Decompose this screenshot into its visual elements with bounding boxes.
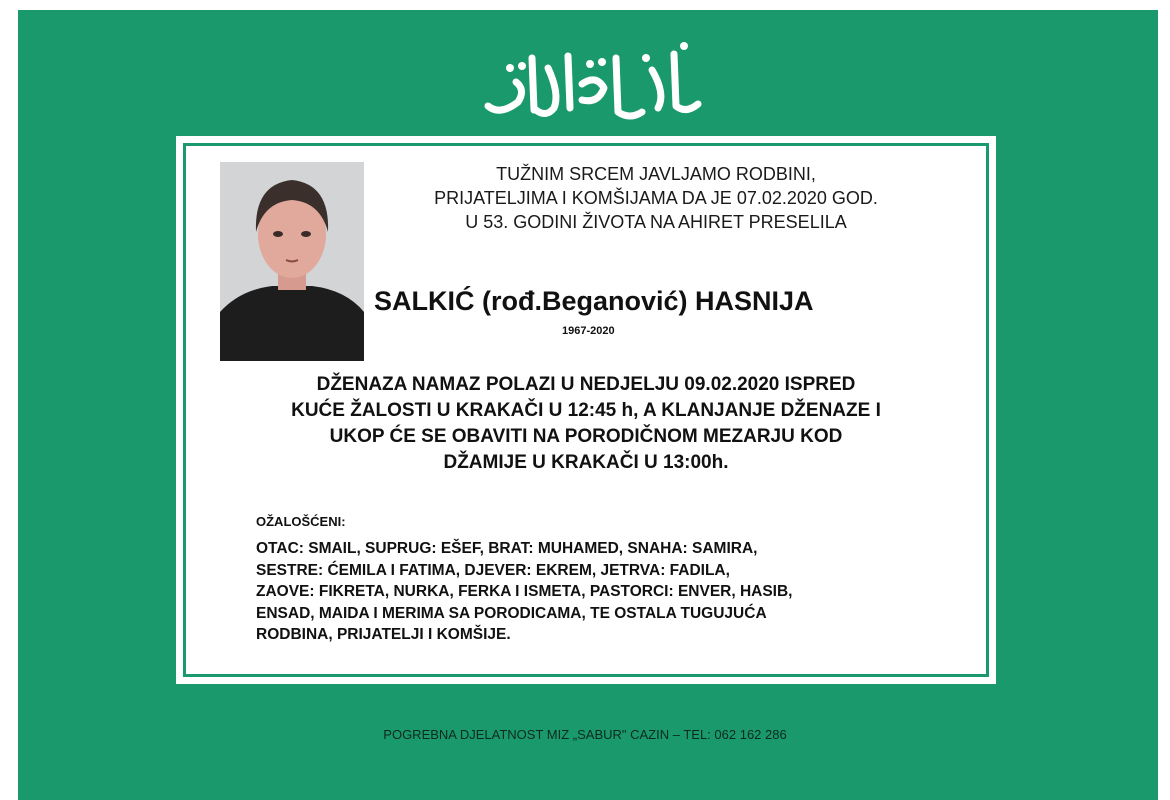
- mourners-line: SESTRE: ĆEMILA I FATIMA, DJEVER: EKREM, JETRVA: FADILA,: [256, 561, 730, 579]
- mourners-line: RODBINA, PRIJATELJI I KOMŠIJE.: [256, 626, 511, 643]
- funeral-home-footer: POGREBNA DJELATNOST MIZ „SABUR" CAZIN – TEL: 062 162 286: [383, 727, 787, 742]
- intro-line: U 53. GODINI ŽIVOTA NA AHIRET PRESELILA: [465, 212, 847, 232]
- arabic-calligraphy-icon: [470, 28, 710, 128]
- announcement-line: UKOP ĆE SE OBAVITI NA PORODIČNOM MEZARJU KOD: [329, 426, 843, 447]
- mourners-line: ZAOVE: FIKRETA, NURKA, FERKA I ISMETA, PASTORCI: ENVER, HASIB,: [256, 583, 793, 600]
- announcement-line: DŽENAZA NAMAZ POLAZI U NEDJELJU 09.02.2020 ISPRED: [316, 374, 856, 395]
- card-frame: [183, 143, 989, 677]
- intro-text: [376, 162, 936, 234]
- announcement-line: DŽAMIJE U KRAKAČI U 13:00h.: [443, 452, 729, 473]
- intro-line: PRIJATELJIMA I KOMŠIJAMA DA JE 07.02.2020 GOD.: [434, 188, 878, 208]
- deceased-name: SALKIĆ (rođ.Beganović) HASNIJA: [374, 286, 814, 316]
- life-years: 1967-2020: [562, 325, 615, 337]
- mourners-label: OŽALOŠĆENI:: [256, 514, 346, 529]
- portrait-photo: [220, 162, 364, 361]
- intro-line: TUŽNIM SRCEM JAVLJAMO RODBINI,: [496, 164, 816, 184]
- obituary-card: [176, 136, 996, 684]
- mourners-line: OTAC: SMAIL, SUPRUG: EŠEF, BRAT: MUHAMED, SNAHA: SAMIRA,: [256, 540, 758, 557]
- mourners-line: ENSAD, MAIDA I MERIMA SA PORODICAMA, TE OSTALA TUGUJUĆA: [256, 604, 767, 622]
- mourners-list: [256, 538, 956, 646]
- announcement-line: KUĆE ŽALOSTI U KRAKAČI U 12:45 h, A KLANJANJE DŽENAZE I: [291, 400, 881, 421]
- funeral-announcement: [186, 372, 986, 476]
